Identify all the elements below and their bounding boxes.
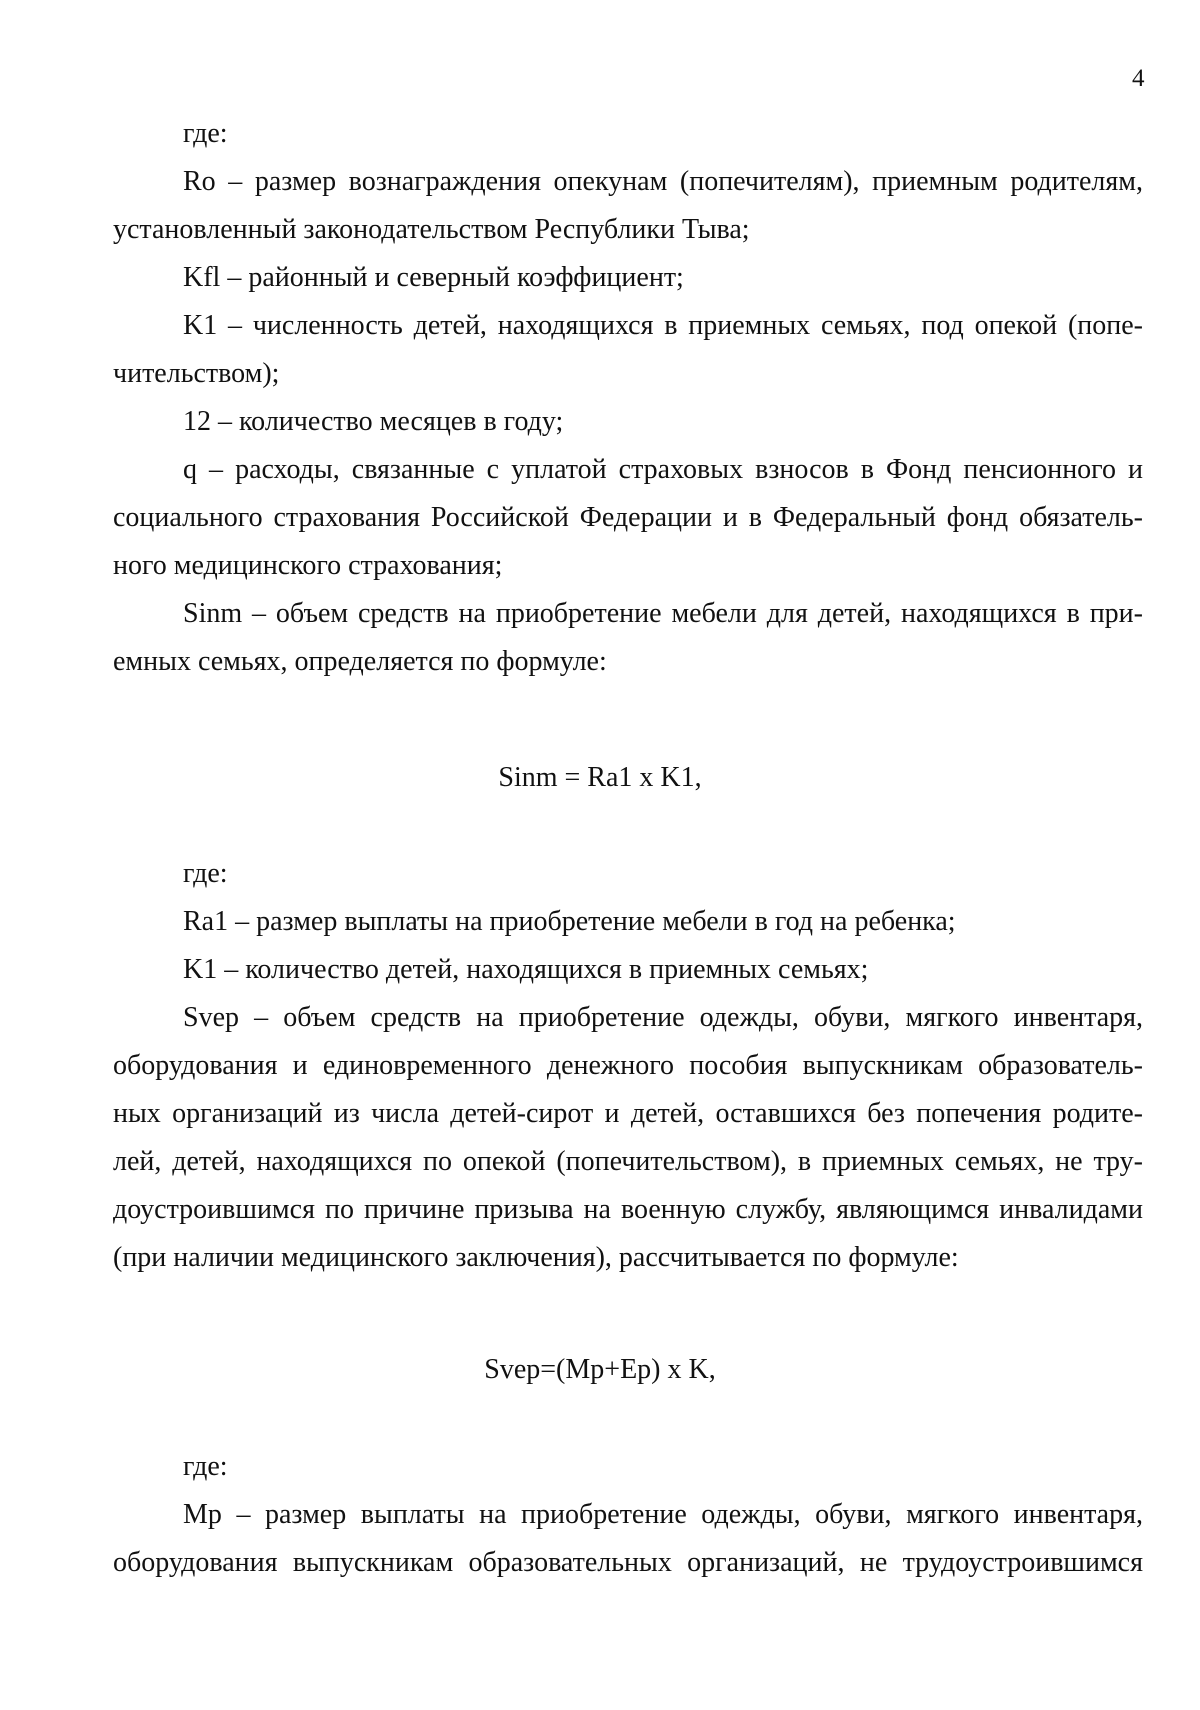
formula-svep: Svep=(Mp+Ep) x K, <box>484 1354 716 1385</box>
paragraph-line: 12 – количество месяцев в году; <box>183 406 564 437</box>
where-label: где: <box>183 858 228 889</box>
paragraph-line: оборудования и единовременного денежного пособия выпускникам образователь- <box>113 1050 1143 1081</box>
paragraph-line: Ra1 – размер выплаты на приобретение мебели в год на ребенка; <box>183 906 956 937</box>
formula-sinm: Sinm = Ra1 x K1, <box>498 762 702 793</box>
paragraph-line: доустроившимся по причине призыва на военную службу, являющимся инвалидами <box>113 1194 1143 1225</box>
paragraph-line: социального страхования Российской Федерации и в Федеральный фонд обязатель- <box>113 502 1143 533</box>
paragraph-line: Svep – объем средств на приобретение одежды, обуви, мягкого инвентаря, <box>183 1002 1143 1033</box>
paragraph-line: лей, детей, находящихся по опекой (попечительством), в приемных семьях, не тру- <box>113 1146 1143 1177</box>
paragraph-line: емных семьях, определяется по формуле: <box>113 646 607 677</box>
paragraph-line: Mp – размер выплаты на приобретение одежды, обуви, мягкого инвентаря, <box>183 1499 1143 1530</box>
definitions-block-1 <box>113 110 1143 686</box>
definitions-block-2 <box>113 850 1143 1282</box>
paragraph-line: оборудования выпускникам образовательных организаций, не трудоустроившимся <box>113 1547 1143 1578</box>
paragraph-line: ных организаций из числа детей-сирот и детей, оставшихся без попечения родите- <box>113 1098 1143 1129</box>
definitions-block-3 <box>113 1443 1143 1587</box>
where-label: где: <box>183 1451 228 1482</box>
paragraph-line: установленный законодательством Республики Тыва; <box>113 214 750 245</box>
paragraph-line: ного медицинского страхования; <box>113 550 503 581</box>
paragraph-line: Sinm – объем средств на приобретение мебели для детей, находящихся в при- <box>183 598 1143 629</box>
page-number: 4 <box>1132 65 1145 92</box>
where-label: где: <box>183 118 228 149</box>
paragraph-line: (при наличии медицинского заключения), рассчитывается по формуле: <box>113 1242 959 1273</box>
paragraph-line: чительством); <box>113 358 280 389</box>
paragraph-line: Kfl – районный и северный коэффициент; <box>183 262 684 293</box>
paragraph-line: K1 – количество детей, находящихся в приемных семьях; <box>183 954 869 985</box>
paragraph-line: Ro – размер вознаграждения опекунам (попечителям), приемным родителям, <box>183 166 1143 197</box>
paragraph-line: q – расходы, связанные с уплатой страховых взносов в Фонд пенсионного и <box>183 454 1143 485</box>
paragraph-line: K1 – численность детей, находящихся в приемных семьях, под опекой (попе- <box>183 310 1143 341</box>
